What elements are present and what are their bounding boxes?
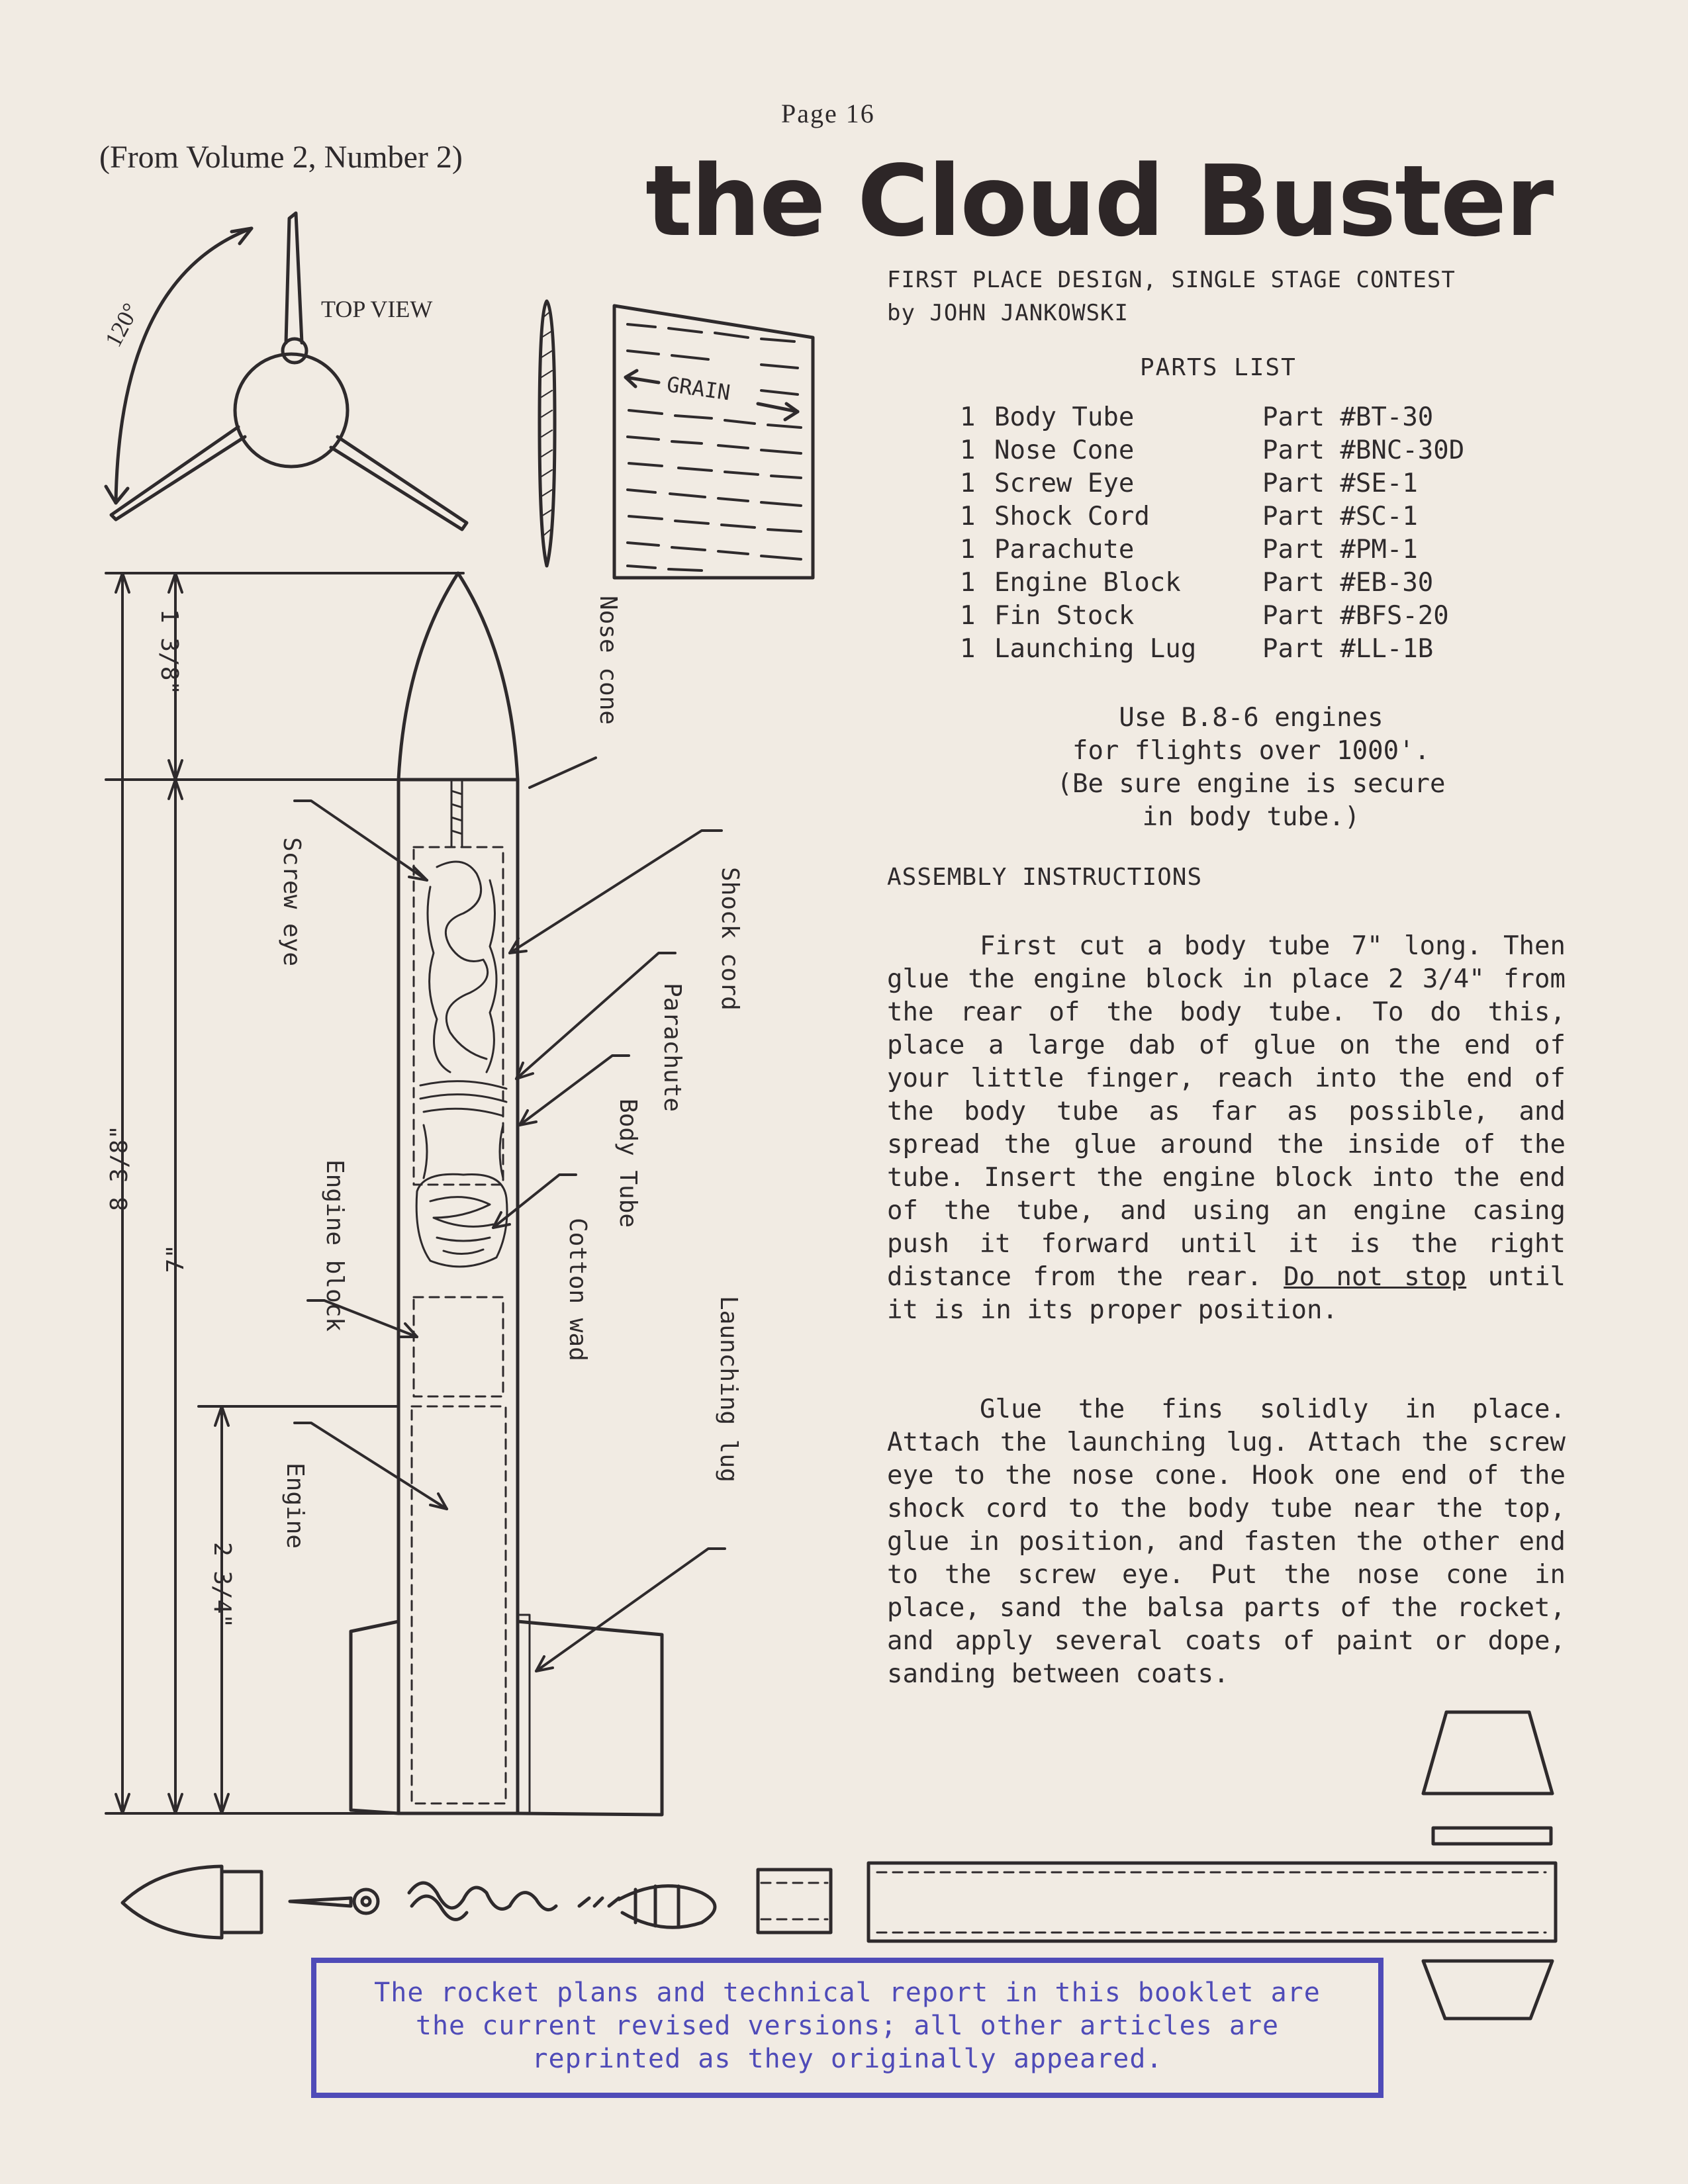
page-number: Page 16 — [781, 99, 875, 128]
engine-note-line: in body tube.) — [1142, 802, 1360, 832]
list-item — [960, 401, 1464, 434]
notice-box — [311, 1958, 1383, 2098]
part-qty: 1 — [960, 469, 976, 498]
engine-note-line: (Be sure engine is secure — [1056, 769, 1446, 799]
part-qty: 1 — [960, 402, 976, 432]
part-name: Nose Cone — [994, 435, 1135, 465]
emphasis-text: Do not stop — [1284, 1262, 1467, 1292]
top-view-drawing — [106, 213, 467, 529]
label-screw-eye: Screw eye — [278, 837, 305, 967]
part-number: Part #LL-1B — [1262, 634, 1434, 664]
part-number: Part #BFS-20 — [1262, 601, 1449, 631]
assembly-paragraph-2 — [887, 1393, 1566, 1691]
leader-lines — [295, 758, 725, 1671]
paragraph-text: Glue the fins solidly in place. Attach the launching lug. Attach the screw eye to the nose cone. Hook one end of the shock cord to the body tube near the top, glue in position, and fasten the other end to the screw eye. Put the nose cone in place, sand the balsa parts of the rocket, and apply several coats of paint or dope, sanding between coats. — [887, 1394, 1566, 1689]
part-name: Body Tube — [994, 402, 1135, 432]
label-nose-cone: Nose cone — [594, 596, 622, 725]
part-number: Part #BNC-30D — [1262, 435, 1465, 465]
top-view-label: TOP VIEW — [321, 296, 433, 322]
part-name: Screw Eye — [994, 469, 1135, 498]
part-number: Part #EB-30 — [1262, 568, 1434, 598]
part-number: Part #BT-30 — [1262, 402, 1434, 432]
dimension-nose-label: 1 3/8" — [156, 609, 183, 696]
list-item — [960, 600, 1464, 633]
list-item — [960, 533, 1464, 567]
dimension-lines — [106, 573, 463, 1813]
angle-label: 120° — [99, 298, 144, 351]
assembly-heading: ASSEMBLY INSTRUCTIONS — [887, 864, 1203, 891]
part-name: Shock Cord — [994, 502, 1150, 531]
list-item — [960, 500, 1464, 533]
part-qty: 1 — [960, 568, 976, 598]
part-qty: 1 — [960, 634, 976, 664]
volume-note: (From Volume 2, Number 2) — [99, 140, 463, 175]
page-title: the Cloud Buster — [645, 144, 1553, 258]
dimension-body-label: 7" — [162, 1244, 189, 1273]
subtitle — [887, 263, 1456, 330]
assembly-paragraph-1 — [887, 930, 1566, 1327]
list-item — [960, 467, 1464, 500]
label-cotton-wad: Cotton wad — [564, 1218, 591, 1361]
part-number: Part #PM-1 — [1262, 535, 1418, 565]
notice-text: The rocket plans and technical report in this booklet are the current revised versions; all other articles are reprinted as they originally appeared. — [374, 1978, 1321, 2074]
parts-list — [960, 401, 1464, 666]
part-qty: 1 — [960, 535, 976, 565]
engine-note — [953, 702, 1549, 834]
subtitle-line: FIRST PLACE DESIGN, SINGLE STAGE CONTEST — [887, 267, 1456, 293]
label-engine: Engine — [281, 1463, 308, 1549]
parts-list-heading: PARTS LIST — [1140, 354, 1297, 381]
dimension-engine-label: 2 3/4" — [209, 1542, 236, 1629]
byline: by JOHN JANKOWSKI — [887, 300, 1129, 326]
paragraph-text: until it is in its proper position. — [887, 1262, 1566, 1325]
list-item — [960, 567, 1464, 600]
list-item — [960, 434, 1464, 467]
part-name: Fin Stock — [994, 601, 1135, 631]
engine-note-line: for flights over 1000'. — [1072, 736, 1430, 766]
part-qty: 1 — [960, 435, 976, 465]
paragraph-text: First cut a body tube 7" long. Then glue the engine block in place 2 3/4" from the rear of the body tube. To do this, place a large dab of glue on the end of your little finger, reach into the end of the body tube as far as possible, and spread the glue around the inside of the tube. Insert the engine block into the end of the tube, and using an engine casing push it forward until it is the right distance from the rear. — [887, 931, 1566, 1292]
part-qty: 1 — [960, 502, 976, 531]
label-engine-block: Engine block — [321, 1160, 348, 1332]
label-launching-lug: Launching lug — [715, 1296, 742, 1482]
grain-label: GRAIN — [663, 371, 735, 406]
part-qty: 1 — [960, 601, 976, 631]
engine-note-line: Use B.8-6 engines — [1119, 703, 1383, 733]
part-name: Launching Lug — [994, 634, 1197, 664]
part-name: Engine Block — [994, 568, 1181, 598]
list-item — [960, 633, 1464, 666]
label-body-tube: Body Tube — [614, 1099, 641, 1228]
fin-pattern-drawing — [614, 306, 813, 578]
part-name: Parachute — [994, 535, 1135, 565]
label-parachute: Parachute — [659, 983, 686, 1113]
part-number: Part #SE-1 — [1262, 469, 1418, 498]
part-number: Part #SC-1 — [1262, 502, 1418, 531]
label-shock-cord: Shock cord — [716, 867, 743, 1011]
dimension-total-label: 8 3/8" — [106, 1125, 133, 1212]
